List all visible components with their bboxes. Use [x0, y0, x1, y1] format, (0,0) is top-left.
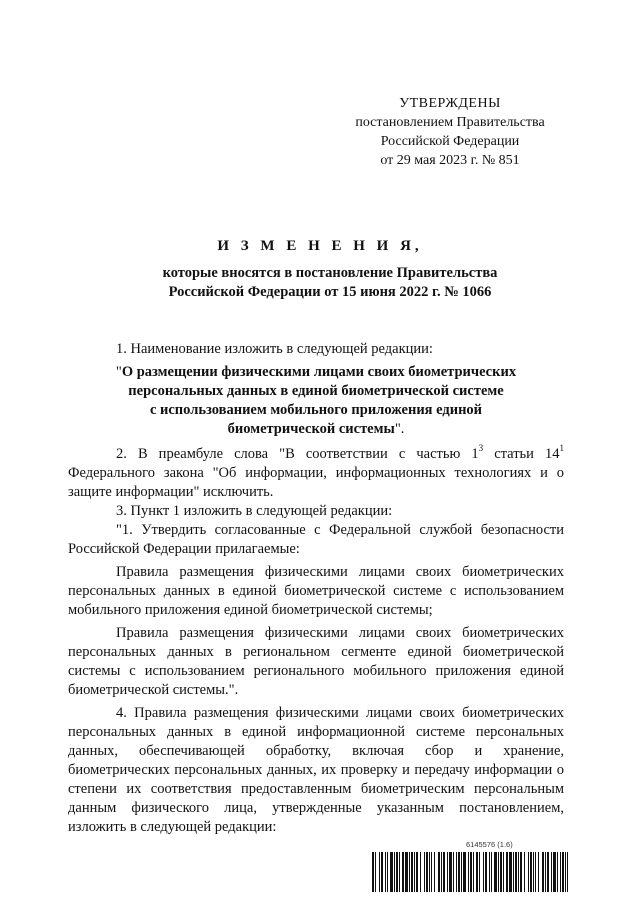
subtitle-line: которые вносятся в постановление Правительства [162, 265, 498, 281]
rule-item-2: Правила размещения физическими лицами своих биометрических персональных данных в региональном сегменте единой биометрической системы с использованием регионального мобильного приложения единой биометрической системы.". [68, 625, 564, 698]
barcode-bar [411, 852, 413, 892]
barcode-bar [434, 852, 435, 892]
barcode-bar [551, 852, 552, 892]
barcode-bar [470, 852, 472, 892]
barcode-bar [503, 852, 504, 892]
barcode-bar [562, 852, 564, 892]
barcode-bar [509, 852, 512, 892]
paragraph-3-quote: "1. Утвердить согласованные с Федеральной службой безопасности Российской Федерации прилагаемые: [68, 522, 564, 557]
barcode-bar [524, 852, 525, 892]
barcode-bar [429, 852, 430, 892]
barcode-bar [515, 852, 517, 892]
document-title: И З М Е Н Е Н И Я, [217, 238, 423, 254]
document-subtitle [100, 264, 560, 302]
barcode-bar [533, 852, 534, 892]
barcode-bar [473, 852, 474, 892]
barcode-bar [547, 852, 549, 892]
quote-mark: " [115, 364, 122, 380]
barcode-bar [441, 852, 442, 892]
quote-line [68, 363, 564, 382]
barcode-bar [498, 852, 499, 892]
barcode-bar [491, 852, 492, 892]
barcode-bar [494, 852, 497, 892]
rule-item-1: Правила размещения физическими лицами своих биометрических персональных данных в единой биометрической системе с использованием мобильного приложения единой биометрической системы; [68, 564, 564, 618]
barcode-bar [387, 852, 388, 892]
barcode-bar [402, 852, 404, 892]
barcode-bar [530, 852, 532, 892]
p2-text: 2. В преамбуле слова "В соответствии с частью 1 [116, 446, 479, 462]
barcode-bar [479, 852, 480, 892]
barcode-bar [385, 852, 386, 892]
approval-line: постановлением Правительства [355, 115, 545, 130]
barcode-bar [394, 852, 395, 892]
barcode-bar [565, 852, 566, 892]
paragraph-2 [68, 445, 564, 502]
barcode-bar [542, 852, 544, 892]
barcode-bar [483, 852, 484, 892]
approval-block [340, 94, 560, 170]
barcode-bar [489, 852, 490, 892]
barcode-label: 6145576 (1.6) [466, 840, 513, 849]
barcode-bar [520, 852, 522, 892]
barcode-bar [381, 852, 383, 892]
barcode-bar [449, 852, 452, 892]
barcode-bar [379, 852, 380, 892]
barcode-bar [399, 852, 400, 892]
approval-heading: УТВЕРЖДЕНЫ [399, 96, 501, 111]
paragraph-3: 3. Пункт 1 изложить в следующей редакции: [116, 503, 393, 519]
barcode-bar [414, 852, 415, 892]
barcode-bar [485, 852, 487, 892]
barcode-bar [518, 852, 519, 892]
barcode-bar [424, 852, 425, 892]
barcode-bar [538, 852, 539, 892]
barcode-bar [463, 852, 466, 892]
barcode-bar [409, 852, 410, 892]
barcode-bar [396, 852, 398, 892]
p2-text: статьи 14 [483, 446, 560, 462]
barcode-bar [453, 852, 454, 892]
document-barcode [372, 840, 568, 894]
quote-line: с использованием мобильного приложения единой [149, 402, 483, 418]
approval-date-number: от 29 мая 2023 г. № 851 [380, 153, 520, 168]
barcode-bar [458, 852, 460, 892]
barcode-bar [506, 852, 508, 892]
barcode-bar [468, 852, 469, 892]
quote-line [68, 420, 564, 439]
quote-text: О размещении физическими лицами своих биометрических [121, 364, 517, 380]
barcode-icon [372, 852, 568, 892]
barcode-bar [431, 852, 432, 892]
quote-text: биометрической системы [227, 421, 395, 437]
quote-line: персональных данных в единой биометрической системе [128, 383, 504, 399]
barcode-bar [456, 852, 457, 892]
quote-mark: ". [394, 421, 405, 437]
barcode-bar [535, 852, 536, 892]
barcode-bar [420, 852, 421, 892]
subtitle-line: Российской Федерации от 15 июня 2022 г. № 1066 [168, 284, 492, 300]
barcode-bar [447, 852, 448, 892]
barcode-bar [461, 852, 462, 892]
barcode-bar [372, 852, 374, 892]
barcode-bar [416, 852, 418, 892]
barcode-bar [426, 852, 428, 892]
quoted-new-title [68, 363, 564, 439]
barcode-bar [560, 852, 561, 892]
barcode-bar [513, 852, 514, 892]
paragraph-1: 1. Наименование изложить в следующей редакции: [116, 341, 433, 357]
barcode-bar [405, 852, 408, 892]
barcode-bar [390, 852, 393, 892]
approval-line: Российской Федерации [380, 134, 520, 149]
p2-text: Федерального закона "Об информации, информационных технологиях и о защите информации" исключить. [68, 465, 564, 500]
superscript: 3 [478, 443, 484, 453]
document-body [68, 340, 564, 837]
barcode-bar [438, 852, 440, 892]
superscript: 1 [559, 443, 564, 453]
barcode-bar [375, 852, 376, 892]
barcode-bar [528, 852, 529, 892]
barcode-bar [476, 852, 478, 892]
barcode-bar [557, 852, 558, 892]
barcode-bar [545, 852, 546, 892]
barcode-bar [567, 852, 568, 892]
barcode-bar [500, 852, 502, 892]
barcode-bar [553, 852, 556, 892]
barcode-bar [443, 852, 445, 892]
paragraph-4: 4. Правила размещения физическими лицами своих биометрических персональных данных в единой информационной системе персональных данных, обеспечивающей обработку, включая сбор и хранение, биометрических персональных данных, их проверку и передачу информации о степени их соответствия предоставленным биометрическим персональным данным физического лица, утвержденные указанным постановлением, изложить в следующей редакции: [68, 705, 564, 835]
